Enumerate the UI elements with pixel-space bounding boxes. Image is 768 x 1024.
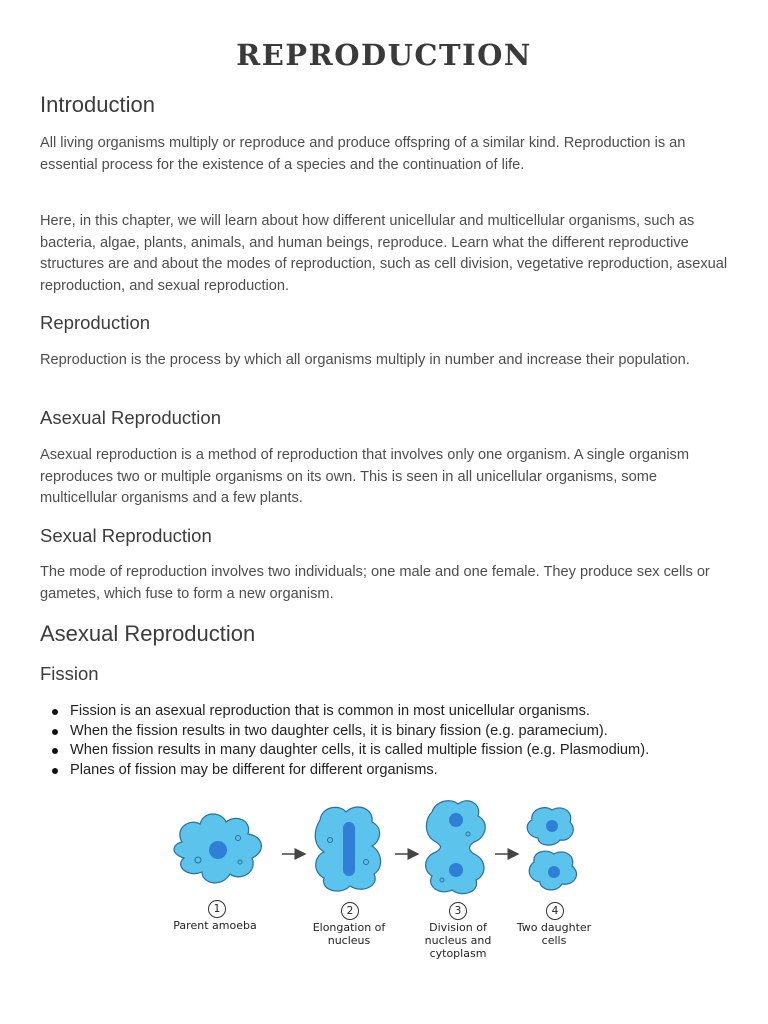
page-title: REPRODUCTION <box>236 38 532 72</box>
asexual-reproduction-subheading: Asexual Reproduction <box>40 407 221 428</box>
step-caption-1 <box>165 919 265 932</box>
caption-line: Division of <box>429 921 487 934</box>
binary-fission-figure <box>160 790 600 970</box>
fission-heading: Fission <box>40 663 99 684</box>
step-caption-3 <box>408 921 508 960</box>
step-caption-2 <box>299 921 399 947</box>
step-number-4: 4 <box>546 902 564 920</box>
introduction-heading: Introduction <box>40 92 155 117</box>
intro-paragraph-2: Here, in this chapter, we will learn about how different unicellular and multicellular organisms, such as bacteria, algae, plants, animals, and human beings, reproduce. Learn what the different reproductive structures are and about the modes of reproduction, such as cell division, vegetative reproduction, asexual reproduction, and sexual reproduction. <box>40 213 728 294</box>
caption-line: Elongation of <box>312 921 386 934</box>
bullet-dot-icon <box>52 748 58 754</box>
step-number-2: 2 <box>341 902 359 920</box>
list-item <box>52 761 742 781</box>
sexual-reproduction-heading: Sexual Reproduction <box>40 525 212 546</box>
intro-paragraph-1: All living organisms multiply or reproduce and produce offspring of a similar kind. Reproduction is an essential process for the existence of a species and the continuation of life. <box>40 135 686 173</box>
asexual-reproduction-section-heading: Asexual Reproduction <box>40 621 256 646</box>
reproduction-heading: Reproduction <box>40 312 151 333</box>
list-item <box>52 741 742 761</box>
step-number-3: 3 <box>449 902 467 920</box>
daughter-cells-icon <box>527 808 576 890</box>
bullet-text: Planes of fission may be different for different organisms. <box>70 761 438 778</box>
dividing-amoeba-icon <box>426 801 486 894</box>
asexual-reproduction-paragraph: Asexual reproduction is a method of reproduction that involves only one organism. A single organism reproduces two or multiple organisms on its own. This is seen in all unicellular organisms, some multicellular organisms and a few plants. <box>40 447 689 507</box>
sexual-reproduction-paragraph: The mode of reproduction involves two individuals; one male and one female. They produce sex cells or gametes, which fuse to form a new organism. <box>40 564 710 602</box>
caption-line: cytoplasm <box>429 947 487 960</box>
bullet-text: Fission is an asexual reproduction that is common in most unicellular organisms. <box>70 703 590 719</box>
list-item <box>52 702 742 722</box>
bullet-text: When the fission results in two daughter cells, it is binary fission (e.g. paramecium). <box>70 722 608 739</box>
bullet-dot-icon <box>52 729 58 735</box>
caption-line: cells <box>541 934 567 947</box>
elongating-amoeba-icon <box>315 807 380 891</box>
bullet-dot-icon <box>52 709 58 715</box>
amoeba-fission-diagram <box>160 790 600 900</box>
caption-line: Two daughter <box>516 921 592 934</box>
step-number-1: 1 <box>208 900 226 918</box>
bullet-text: When fission results in many daughter cells, it is called multiple fission (e.g. Plasmodium). <box>70 742 650 759</box>
caption-line: Parent amoeba <box>173 919 257 932</box>
caption-line: nucleus and <box>424 934 492 947</box>
bullet-dot-icon <box>52 768 58 774</box>
fission-bullet-list <box>52 702 742 780</box>
parent-amoeba-icon <box>174 814 261 883</box>
list-item <box>52 722 742 742</box>
reproduction-paragraph: Reproduction is the process by which all organisms multiply in number and increase their population. <box>40 352 690 368</box>
caption-line: nucleus <box>327 934 371 947</box>
step-caption-4 <box>504 921 604 947</box>
